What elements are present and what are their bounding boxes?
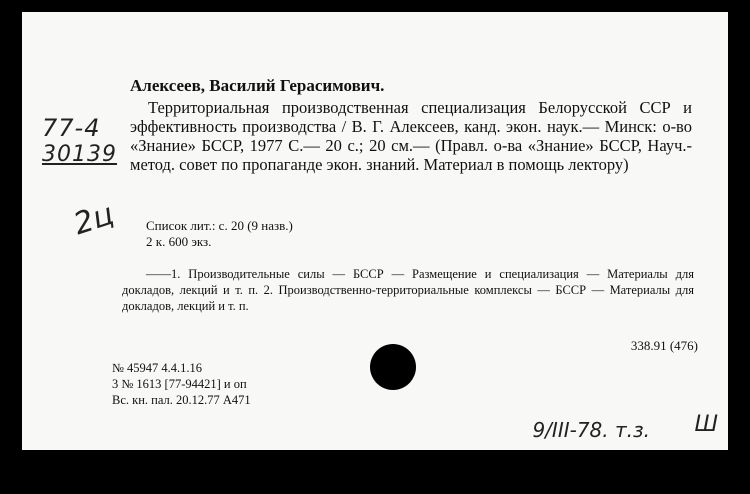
subject-headings: ——1. Производительные силы — БССР — Размещение и специализация — Материалы для докладов, лекций и т. п. 2. Производственно-территориальные комплексы — БССР — Материалы для докладов, лекций и т. п. (122, 267, 694, 313)
author-heading: Алексеев, Василий Герасимович. (130, 76, 385, 95)
handwritten-signature: Ш (694, 412, 718, 437)
notes-block (146, 218, 293, 250)
handwritten-initials: 2ц (69, 196, 118, 243)
handwritten-date-note: 9/III-78. т.з. (532, 418, 650, 442)
handwritten-call-number-top: 77-4 (42, 114, 101, 142)
ink-blot (370, 344, 416, 390)
price-print-run: 2 к. 600 экз. (146, 234, 212, 249)
chamber-info: Вс. кн. пал. 20.12.77 А471 (112, 393, 251, 407)
bibliography-note: Список лит.: с. 20 (9 назв.) (146, 218, 293, 233)
class-number: 338.91 (476) (630, 338, 698, 353)
catalog-card (22, 12, 728, 450)
handwritten-call-number-bottom: 30139 (42, 142, 117, 167)
record-number: № 45947 4.4.1.16 (112, 361, 203, 375)
title-description: Территориальная производственная специализация Белорусской ССР и эффективность производства / В. Г. Алексеев, канд. экон. наук.— Минск: о-во «Знание» БССР, 1977 С.— 20 с.; 20 см.— (Правл. о-ва «Знание» БССР, Науч.-метод. совет по пропаганде экон. знаний. Материал в помощь лектору) (130, 98, 692, 174)
record-info (112, 360, 251, 408)
order-number: 3 № 1613 [77-94421] и оп (112, 377, 247, 391)
